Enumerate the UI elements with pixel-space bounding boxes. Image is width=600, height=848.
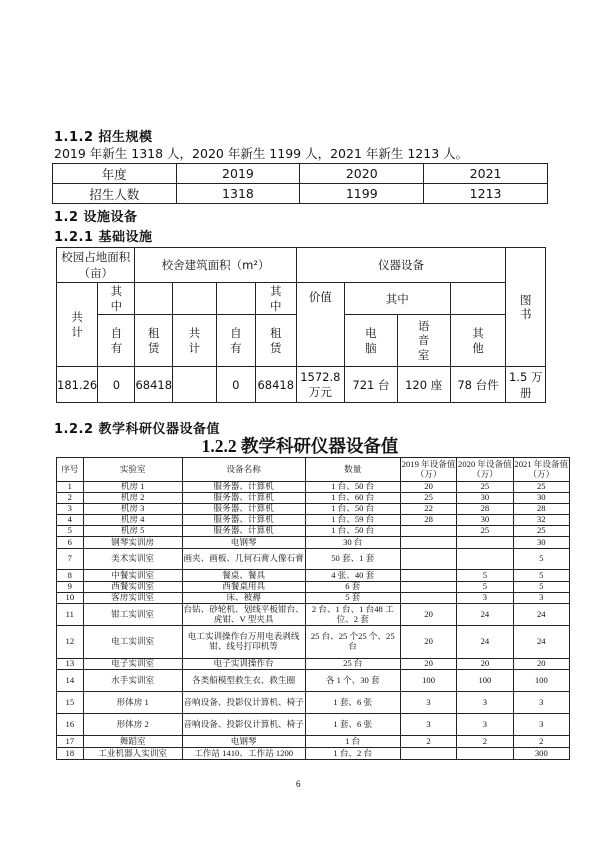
table-cell: 台钻、砂轮机、划线平板钳台、虎钳、V 型夹具 <box>183 603 304 624</box>
table-cell: 20 <box>513 659 569 670</box>
table-cell: 20 <box>457 659 513 670</box>
table-cell: 音响设备、投影仪计算机、椅子 <box>182 714 305 736</box>
table-cell: 1 台、59 台 <box>305 515 400 526</box>
table-cell: 1 套、6 张 <box>305 692 400 714</box>
computers-text: 电脑 <box>365 326 377 355</box>
table-cell: 6 套 <box>305 582 400 593</box>
table-cell: 3 <box>513 714 569 736</box>
others-header <box>450 315 506 367</box>
table-cell: 中餐实训室 <box>83 570 182 582</box>
table-cell: 28 <box>513 504 569 515</box>
table-cell: 5 <box>513 570 569 582</box>
table-cell: 4 张、40 套 <box>305 570 400 582</box>
table-cell: 300 <box>513 748 569 760</box>
table-cell: 20 <box>400 626 456 659</box>
table-row <box>57 659 570 670</box>
table-cell: 30 <box>457 493 513 504</box>
table-cell: 5 <box>57 526 84 537</box>
table-cell: 30 <box>457 515 513 526</box>
table-cell: 1 台、50 台 <box>305 482 400 493</box>
enrollment-paragraph: 2019 年新生 1318 人，2020 年新生 1199 人，2021 年新生 1213 人。 <box>54 146 469 161</box>
equipment-blank <box>450 283 506 315</box>
table-cell: 机房 2 <box>83 493 182 504</box>
table-row <box>57 493 570 504</box>
equipment-value: 1572.8万元 <box>296 367 344 403</box>
table-cell: 8 <box>57 570 84 582</box>
building-total-header <box>173 315 217 367</box>
building-area-header: 校舍建筑面积（m²） <box>135 248 296 283</box>
table-cell: 20 <box>400 482 456 493</box>
table-cell: 3 <box>457 714 513 736</box>
table-cell: 服务器、计算机 <box>182 493 305 504</box>
table-row <box>57 482 570 493</box>
table-cell: 24 <box>513 604 569 626</box>
table-cell: 各类船模型救生衣、救生圈 <box>182 670 305 692</box>
table-cell: 3 <box>513 692 569 714</box>
building-own-header <box>216 315 255 367</box>
table-cell: 14 <box>57 670 84 692</box>
count-cell: 1318 <box>176 184 300 204</box>
table-cell: 3 <box>513 593 569 604</box>
table-cell: 1 台、2 台 <box>305 748 400 760</box>
table-cell: 25 <box>457 526 513 537</box>
table-cell: 机房 3 <box>83 504 182 515</box>
table-row <box>57 748 570 760</box>
table-cell: 24 <box>513 626 569 659</box>
table-cell: 15 <box>57 692 84 714</box>
table-cell: 各 1 个、30 套 <box>305 670 400 692</box>
table-cell: 3 <box>57 504 84 515</box>
table-cell: 5 套 <box>305 593 400 604</box>
col-header: 2021 年设备值（万） <box>513 458 569 482</box>
table-cell: 1 台 <box>305 736 400 748</box>
campus-of-which-header <box>98 283 135 315</box>
campus-of-which-text: 其中 <box>110 284 123 313</box>
campus-total-header <box>57 283 98 367</box>
table-cell <box>457 748 513 760</box>
table-cell: 美术实训室 <box>83 549 182 570</box>
col-header: 实验室 <box>83 458 182 482</box>
table-cell: 5 <box>513 549 569 570</box>
table-row <box>57 670 570 692</box>
table-cell <box>457 537 513 549</box>
building-rent-text: 租赁 <box>270 326 282 355</box>
campus-rent-value: 68418 <box>135 367 173 403</box>
table-cell: 50 套、1 套 <box>305 549 400 570</box>
table-cell: 30 <box>513 537 569 549</box>
library-header <box>506 248 546 367</box>
table-row <box>57 604 570 626</box>
table-cell: 机房 1 <box>83 482 182 493</box>
building-blank <box>216 283 255 315</box>
campus-rent-header <box>135 315 173 367</box>
equipment-value-table <box>56 457 570 760</box>
table-cell: 电钢琴 <box>182 736 305 748</box>
table-cell: 9 <box>57 582 84 593</box>
table-cell <box>400 593 456 604</box>
table-cell: 形体房 2 <box>83 714 182 736</box>
count-label: 招生人数 <box>53 184 177 204</box>
campus-total-value: 181.26 <box>57 367 98 403</box>
table-cell: 西餐桌用具 <box>182 582 305 593</box>
table-cell: 100 <box>457 670 513 692</box>
table-row <box>57 526 570 537</box>
campus-own-header <box>98 315 135 367</box>
col-header: 数量 <box>305 458 400 482</box>
section-heading-1-1-2: 1.1.2 招生规模 <box>54 130 153 145</box>
table-cell <box>457 549 513 570</box>
section-heading-1-2-2: 1.2.2 教学科研仪器设备值 <box>54 422 221 437</box>
table-row <box>57 736 570 748</box>
table-cell: 5 <box>457 582 513 593</box>
table-cell: 电子实训室 <box>83 659 182 670</box>
table-cell: 30 台 <box>305 537 400 549</box>
table-cell: 3 <box>400 714 456 736</box>
table-cell: 2 <box>513 736 569 748</box>
table-cell: 25 <box>400 493 456 504</box>
table-cell: 11 <box>57 604 84 626</box>
count-cell: 1213 <box>424 184 548 204</box>
page-number: 6 <box>296 779 301 789</box>
table-cell: 3 <box>400 692 456 714</box>
table-cell: 服务器、计算机 <box>182 526 305 537</box>
building-total-text: 共计 <box>188 326 201 355</box>
table-cell: 客房实训室 <box>83 593 182 604</box>
table-cell: 2 <box>57 493 84 504</box>
table-cell: 25 台 <box>305 659 400 670</box>
table-cell: 24 <box>457 626 513 659</box>
building-total-value <box>173 367 217 403</box>
building-of-which-header <box>255 283 296 315</box>
table-cell: 17 <box>57 736 84 748</box>
table-cell: 1 套、6 张 <box>305 714 400 736</box>
others-text: 其他 <box>472 326 484 355</box>
table-cell: 25 <box>457 482 513 493</box>
language-lab-text: 语音室 <box>417 318 430 362</box>
building-own-text: 自有 <box>230 326 242 355</box>
equipment-value-title: 1.2.2 教学科研仪器设备值 <box>201 436 399 456</box>
table-header-row <box>57 458 570 482</box>
others-value: 78 台件 <box>450 367 506 403</box>
table-cell: 32 <box>513 515 569 526</box>
table-cell: 18 <box>57 748 84 760</box>
table-cell: 服务器、计算机 <box>182 482 305 493</box>
table-cell: 3 <box>457 692 513 714</box>
table-cell <box>400 570 456 582</box>
table-cell: 100 <box>513 670 569 692</box>
table-cell: 机房 5 <box>83 526 182 537</box>
table-row <box>57 537 570 549</box>
building-rent-header <box>255 315 296 367</box>
equipment-header: 仪器设备 <box>296 248 506 283</box>
table-row <box>57 549 570 570</box>
table-cell: 床、被褥 <box>182 593 305 604</box>
table-row <box>57 714 570 736</box>
computers-header <box>345 315 398 367</box>
table-cell: 16 <box>57 714 84 736</box>
table-row <box>57 504 570 515</box>
facilities-table <box>56 247 546 403</box>
table-cell: 服务器、计算机 <box>182 515 305 526</box>
year-label: 年度 <box>53 164 177 184</box>
table-cell: 28 <box>457 504 513 515</box>
table-cell: 100 <box>400 670 456 692</box>
table-cell: 25 <box>513 526 569 537</box>
table-cell: 24 <box>457 604 513 626</box>
table-cell: 5 <box>457 570 513 582</box>
table-cell: 舞蹈室 <box>83 736 182 748</box>
table-row <box>57 692 570 714</box>
col-header: 2019 年设备值（万） <box>400 458 456 482</box>
table-cell <box>400 748 456 760</box>
table-cell <box>400 582 456 593</box>
table-cell: 22 <box>400 504 456 515</box>
table-cell: 28 <box>400 515 456 526</box>
value-header: 价值 <box>296 283 344 367</box>
table-row <box>57 626 570 659</box>
table-cell: 西餐实训室 <box>83 582 182 593</box>
count-cell: 1199 <box>300 184 424 204</box>
table-cell: 服务器、计算机 <box>182 504 305 515</box>
table-cell: 13 <box>57 659 84 670</box>
enrollment-table <box>52 163 548 204</box>
campus-rent-text: 租赁 <box>148 326 160 355</box>
building-own-value: 0 <box>216 367 255 403</box>
table-cell: 形体房 1 <box>83 692 182 714</box>
table-cell: 1 台、50 台 <box>305 504 400 515</box>
table-cell: 1 台、50 台 <box>305 526 400 537</box>
table-cell: 5 <box>513 582 569 593</box>
language-lab-header <box>397 315 450 367</box>
table-cell: 4 <box>57 515 84 526</box>
table-cell: 音响设备、投影仪计算机、椅子 <box>182 692 305 714</box>
year-cell: 2020 <box>300 164 424 184</box>
campus-blank-1 <box>135 283 173 315</box>
section-heading-1-2-1: 1.2.1 基础设施 <box>54 230 153 245</box>
table-cell: 工业机器人实训室 <box>83 748 182 760</box>
table-cell: 20 <box>400 659 456 670</box>
table-cell <box>400 537 456 549</box>
table-cell: 钢琴实训房 <box>83 537 182 549</box>
library-value: 1.5 万册 <box>506 367 546 403</box>
table-cell: 水手实训室 <box>83 670 182 692</box>
table-cell: 25 <box>513 482 569 493</box>
col-header: 设备名称 <box>182 458 305 482</box>
year-cell: 2021 <box>424 164 548 184</box>
table-cell: 电钢琴 <box>182 537 305 549</box>
table-cell: 钳工实训室 <box>83 604 182 626</box>
table-cell <box>400 549 456 570</box>
table-cell: 6 <box>57 537 84 549</box>
table-cell: 电工实训室 <box>83 626 182 659</box>
table-cell: 2 <box>457 736 513 748</box>
table-cell: 3 <box>457 593 513 604</box>
table-cell: 1 台、60 台 <box>305 493 400 504</box>
language-lab-value: 120 座 <box>397 367 450 403</box>
table-cell <box>400 526 456 537</box>
table-cell: 画夹、画板、几何石膏人像石膏 <box>182 549 305 570</box>
campus-total-header-text: 共计 <box>71 310 83 339</box>
table-cell: 12 <box>57 626 84 659</box>
table-cell: 20 <box>400 604 456 626</box>
table-cell: 1 <box>57 482 84 493</box>
section-heading-1-2: 1.2 设施设备 <box>54 210 138 225</box>
table-cell: 10 <box>57 593 84 604</box>
table-cell: 25 台、25 个25 个、25 台 <box>305 626 400 659</box>
table-cell: 工作站 1410、工作站 1200 <box>182 748 305 760</box>
library-header-text: 图书 <box>519 292 532 321</box>
table-row <box>57 582 570 593</box>
col-header: 序号 <box>57 458 84 482</box>
table-cell: 30 <box>513 493 569 504</box>
computers-value: 721 台 <box>345 367 398 403</box>
table-cell: 餐桌、餐具 <box>182 570 305 582</box>
table-cell: 2 <box>400 736 456 748</box>
campus-own-text: 自有 <box>110 326 123 355</box>
table-cell: 电工实训操作台万用电表剥线钳、线号打印机等 <box>182 626 305 659</box>
table-row <box>57 515 570 526</box>
table-cell: 7 <box>57 549 84 570</box>
table-cell: 机房 4 <box>83 515 182 526</box>
campus-own-value: 0 <box>98 367 135 403</box>
col-header: 2020 年设备值（万） <box>457 458 513 482</box>
year-cell: 2019 <box>176 164 300 184</box>
building-of-which-text: 其中 <box>270 284 282 313</box>
campus-area-header: 校园占地面积（亩） <box>57 248 135 283</box>
equipment-of-which-header: 其中 <box>345 283 450 315</box>
table-row <box>57 593 570 604</box>
table-cell: 2 台、1 台、1 台48 工位、2 套 <box>305 604 400 626</box>
campus-blank-2 <box>173 283 217 315</box>
building-rent-value: 68418 <box>255 367 296 403</box>
table-row <box>57 570 570 582</box>
table-cell: 电子实训操作台 <box>182 659 305 670</box>
